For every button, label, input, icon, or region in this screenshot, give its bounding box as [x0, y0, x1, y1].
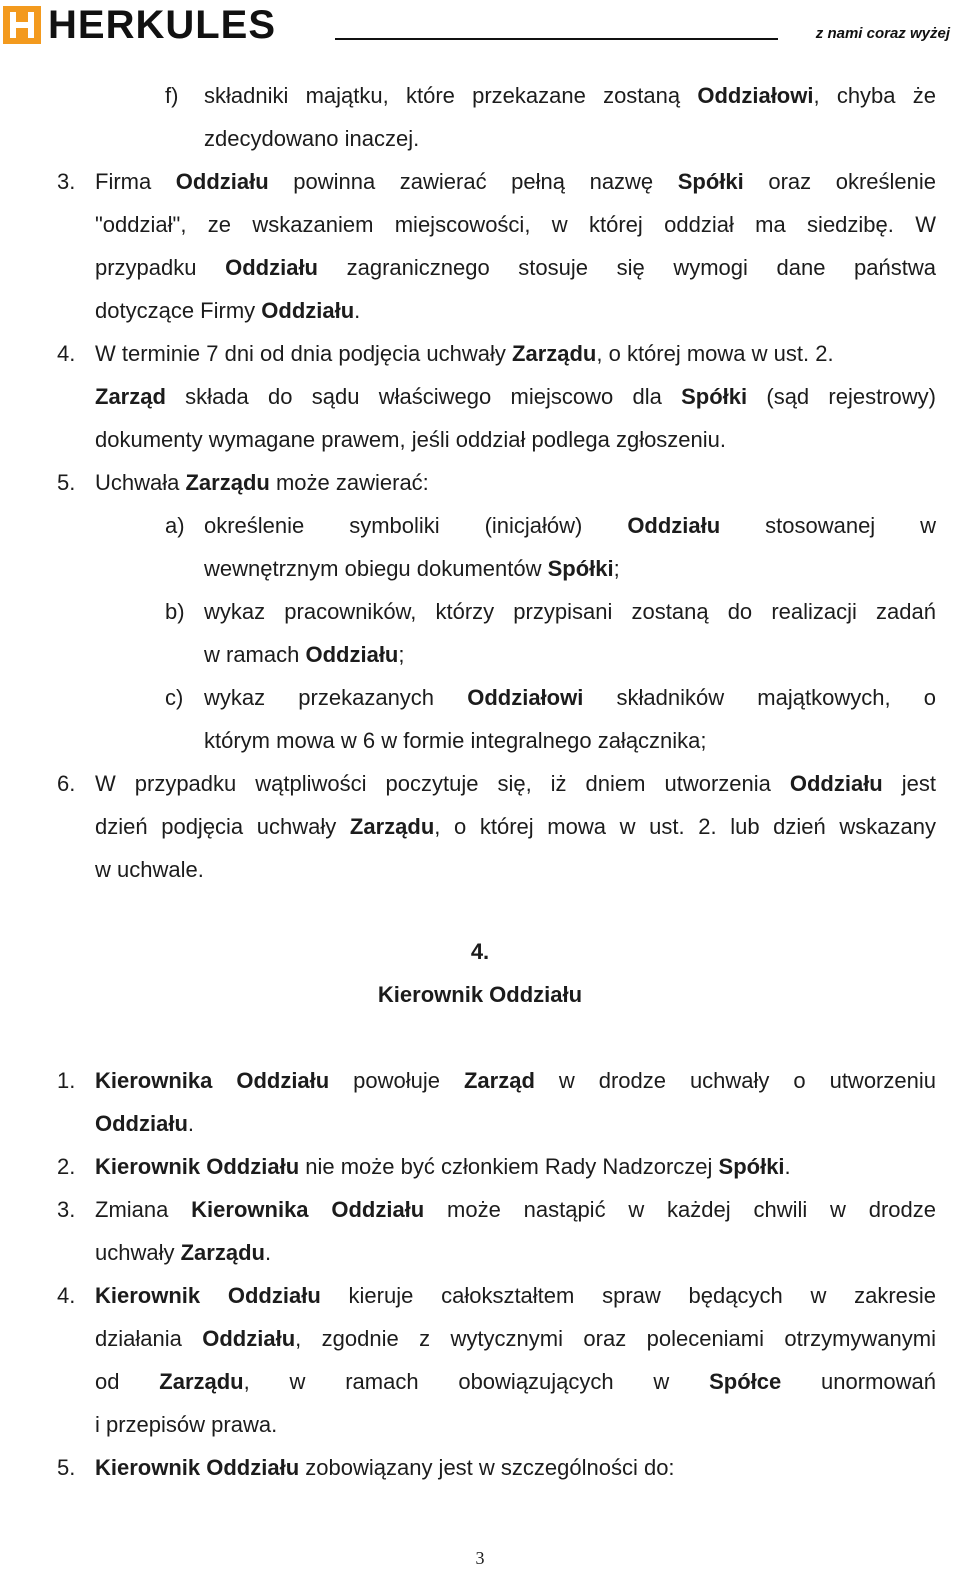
list-marker-a: a)	[165, 513, 185, 538]
header-rule	[335, 38, 778, 40]
section-point-4-line-4: i przepisów prawa.	[95, 1412, 278, 1437]
list-marker-f: f)	[165, 83, 179, 108]
paragraph-3-line-2: "oddział", ze wskazaniem miejscowości, w której oddział ma siedzibę. W	[95, 212, 936, 237]
item-a-line-1: określenie symboliki (inicjałów) Oddziału stosowanej w	[204, 513, 936, 538]
section-point-1-line-2: Oddziału.	[95, 1111, 195, 1136]
paragraph-5-line-1: Uchwała Zarządu może zawierać:	[95, 470, 429, 495]
paragraph-6-line-3: w uchwale.	[95, 857, 204, 882]
paragraph-6-marker: 6.	[57, 771, 76, 796]
paragraph-4-line-3: dokumenty wymagane prawem, jeśli oddział podlega zgłoszeniu.	[95, 427, 727, 452]
paragraph-4-line-2: Zarząd składa do sądu właściwego miejscowo dla Spółki (sąd rejestrowy)	[95, 384, 937, 409]
section-point-3-line-1: Zmiana Kierownika Oddziału może nastąpić w każdej chwili w drodze	[95, 1197, 936, 1222]
section-point-5-marker: 5.	[57, 1455, 76, 1480]
paragraph-3-line-4: dotyczące Firmy Oddziału.	[95, 298, 361, 323]
list-marker-b: b)	[165, 599, 185, 624]
page-number: 3	[475, 1548, 485, 1568]
item-f-line-1: składniki majątku, które przekazane zostaną Oddziałowi, chyba że	[204, 83, 936, 108]
section-point-5-line-1: Kierownik Oddziału zobowiązany jest w szczególności do:	[95, 1455, 675, 1480]
page-header	[0, 0, 960, 50]
slogan: z nami coraz wyżej	[815, 25, 950, 42]
section-point-1-line-1: Kierownika Oddziału powołuje Zarząd w drodze uchwały o utworzeniu	[95, 1068, 936, 1093]
paragraph-4-marker: 4.	[57, 341, 76, 366]
paragraph-6-line-2: dzień podjęcia uchwały Zarządu, o której mowa w ust. 2. lub dzień wskazany	[95, 814, 936, 839]
section-title: Kierownik Oddziału	[377, 982, 583, 1007]
list-marker-c: c)	[165, 685, 184, 710]
section-point-2-line-1: Kierownik Oddziału nie może być członkiem Rady Nadzorczej Spółki.	[95, 1154, 791, 1179]
paragraph-3-marker: 3.	[57, 169, 76, 194]
paragraph-3-line-3: przypadku Oddziału zagranicznego stosuje się wymogi dane państwa	[95, 255, 936, 280]
item-a-line-2: wewnętrznym obiegu dokumentów Spółki;	[204, 556, 620, 581]
section-point-1-marker: 1.	[57, 1068, 76, 1093]
logo-wordmark: HERKULES	[48, 3, 277, 47]
section-point-4-marker: 4.	[57, 1283, 76, 1308]
logo-mark	[3, 6, 41, 44]
section-point-3-line-2: uchwały Zarządu.	[95, 1240, 272, 1265]
section-point-4-line-2: działania Oddziału, zgodnie z wytycznymi oraz poleceniami otrzymywanymi	[95, 1326, 936, 1351]
section-number: 4.	[470, 939, 490, 964]
paragraph-3-line-1: Firma Oddziału powinna zawierać pełną nazwę Spółki oraz określenie	[95, 169, 936, 194]
paragraph-6-line-1: W przypadku wątpliwości poczytuje się, iż dniem utworzenia Oddziału jest	[95, 771, 936, 796]
item-b-line-1: wykaz pracowników, którzy przypisani zostaną do realizacji zadań	[204, 599, 936, 624]
section-point-4-line-3: od Zarządu, w ramach obowiązujących w Spółce unormowań	[95, 1369, 936, 1394]
section-point-3-marker: 3.	[57, 1197, 76, 1222]
item-f-line-2: zdecydowano inaczej.	[204, 126, 420, 151]
paragraph-4-line-1: W terminie 7 dni od dnia podjęcia uchwały Zarządu, o której mowa w ust. 2.	[95, 341, 834, 366]
section-point-2-marker: 2.	[57, 1154, 76, 1179]
paragraph-5-marker: 5.	[57, 470, 76, 495]
item-c-line-1: wykaz przekazanych Oddziałowi składników majątkowych, o	[204, 685, 936, 710]
section-point-4-line-1: Kierownik Oddziału kieruje całokształtem spraw będących w zakresie	[95, 1283, 937, 1308]
item-c-line-2: którym mowa w 6 w formie integralnego załącznika;	[204, 728, 707, 753]
item-b-line-2: w ramach Oddziału;	[204, 642, 405, 667]
